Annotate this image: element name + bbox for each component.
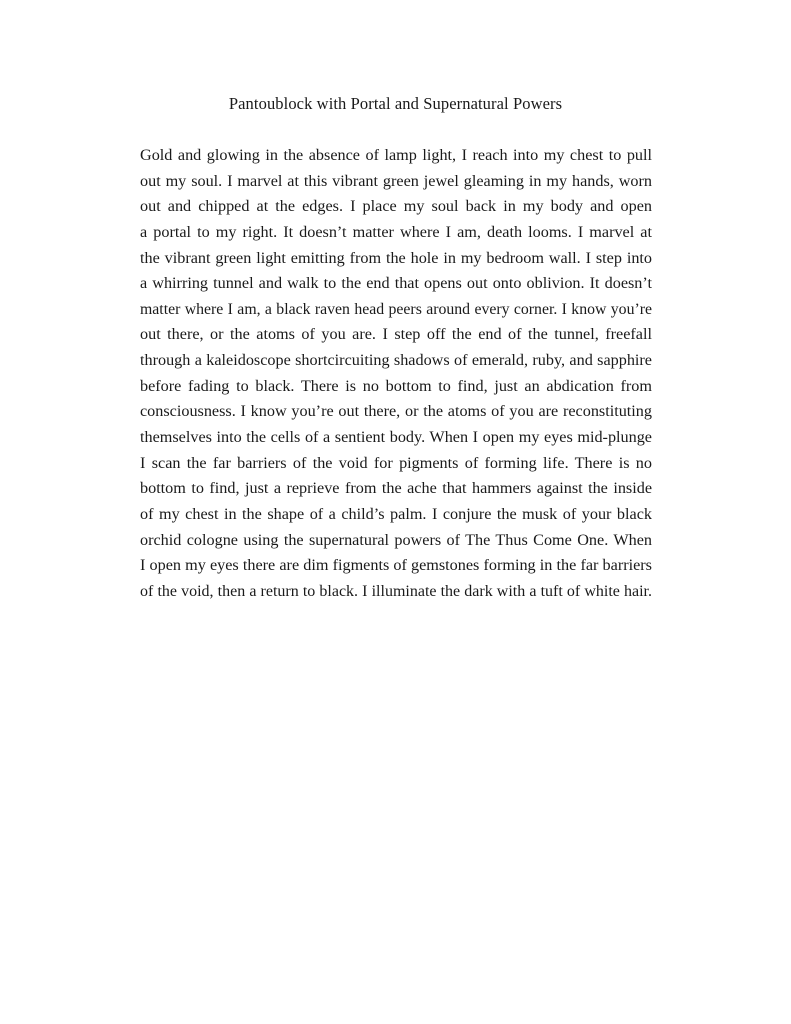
poem-line: Gold and glowing in the absence of lamp light, I reach into my chest to pull <box>140 146 652 164</box>
poem-line: of the void, then a return to black. I illuminate the dark with a tuft of white hair. <box>140 582 652 600</box>
poem-line: matter where I am, a black raven head peers around every corner. I know you’re <box>140 300 652 318</box>
poem-line: I scan the far barriers of the void for pigments of forming life. There is no <box>140 453 652 472</box>
poem-line: out my soul. I marvel at this vibrant green jewel gleaming in my hands, worn <box>140 171 652 190</box>
poem-line: bottom to find, just a reprieve from the ache that hammers against the inside <box>140 479 652 498</box>
poem-line: the vibrant green light emitting from the hole in my bedroom wall. I step into <box>140 248 652 267</box>
poem-line: through a kaleidoscope shortcircuiting shadows of emerald, ruby, and sapphire <box>140 351 652 370</box>
poem-line: a portal to my right. It doesn’t matter where I am, death looms. I marvel at <box>140 222 652 241</box>
poem-line: out and chipped at the edges. I place my soul back in my body and open <box>140 197 652 216</box>
poem-line: of my chest in the shape of a child’s palm. I conjure the musk of your black <box>140 504 652 523</box>
poem-title: Pantoublock with Portal and Supernatural Powers <box>228 94 563 113</box>
poem-line: themselves into the cells of a sentient body. When I open my eyes mid-plunge <box>140 428 652 447</box>
poem-line: I open my eyes there are dim figments of gemstones forming in the far barriers <box>140 556 652 575</box>
poem-line: a whirring tunnel and walk to the end that opens out onto oblivion. It doesn’t <box>140 274 652 293</box>
poem-line: consciousness. I know you’re out there, or the atoms of you are reconstituting <box>140 402 652 421</box>
poem-line: orchid cologne using the supernatural powers of The Thus Come One. When <box>140 530 652 549</box>
poem-body <box>140 143 652 605</box>
poem-line: out there, or the atoms of you are. I step off the end of the tunnel, freefall <box>140 325 652 344</box>
poem-line: before fading to black. There is no bottom to find, just an abdication from <box>140 376 652 395</box>
